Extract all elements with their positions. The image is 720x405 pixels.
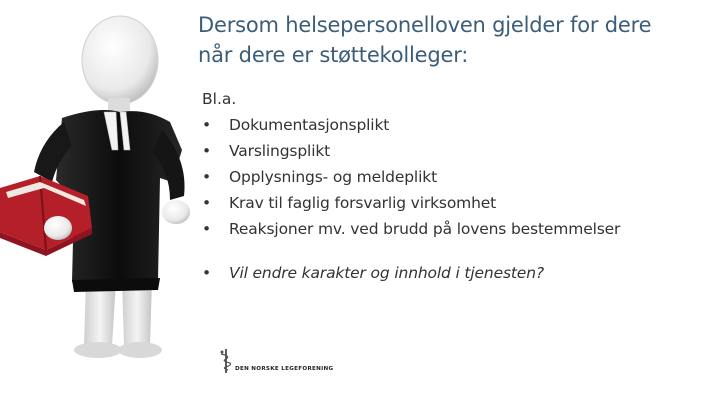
list-item-text: Varslingsplikt [229, 142, 331, 160]
list-item-text: Dokumentasjonsplikt [229, 116, 390, 134]
list-item [202, 190, 702, 216]
list-item-text: Opplysnings- og meldeplikt [229, 168, 437, 186]
title-line-1: Dersom helsepersonelloven gjelder for dere [198, 13, 652, 37]
bullet-list [202, 112, 702, 286]
list-item-text: Krav til faglig forsvarlig virksomhet [229, 194, 497, 212]
list-item [202, 112, 702, 138]
bullet-icon: • [202, 194, 212, 212]
title-line-2: når dere er støttekolleger: [198, 43, 469, 67]
slide-body [202, 86, 702, 286]
question-text: Vil endre karakter og innhold i tjenesten? [229, 264, 544, 282]
staff-of-asclepius-icon [218, 348, 234, 374]
bullet-icon: • [202, 116, 212, 134]
judge-figure-illustration [0, 0, 200, 360]
list-item-text: Reaksjoner mv. ved brudd på lovens bestemmelser [229, 220, 621, 238]
logo-text: DEN NORSKE LEGEFORENING [235, 366, 334, 372]
list-item [202, 138, 702, 164]
question-item [202, 260, 702, 286]
slide-title [198, 10, 703, 70]
list-item [202, 164, 702, 190]
bullet-icon: • [202, 220, 212, 238]
bullet-icon: • [202, 142, 212, 160]
legeforening-logo [218, 348, 418, 378]
judge-figure-reading-red-book-icon [0, 0, 200, 360]
bullet-icon: • [202, 168, 212, 186]
bullet-icon: • [202, 264, 212, 282]
list-item [202, 216, 702, 242]
intro-text: Bl.a. [202, 90, 237, 108]
